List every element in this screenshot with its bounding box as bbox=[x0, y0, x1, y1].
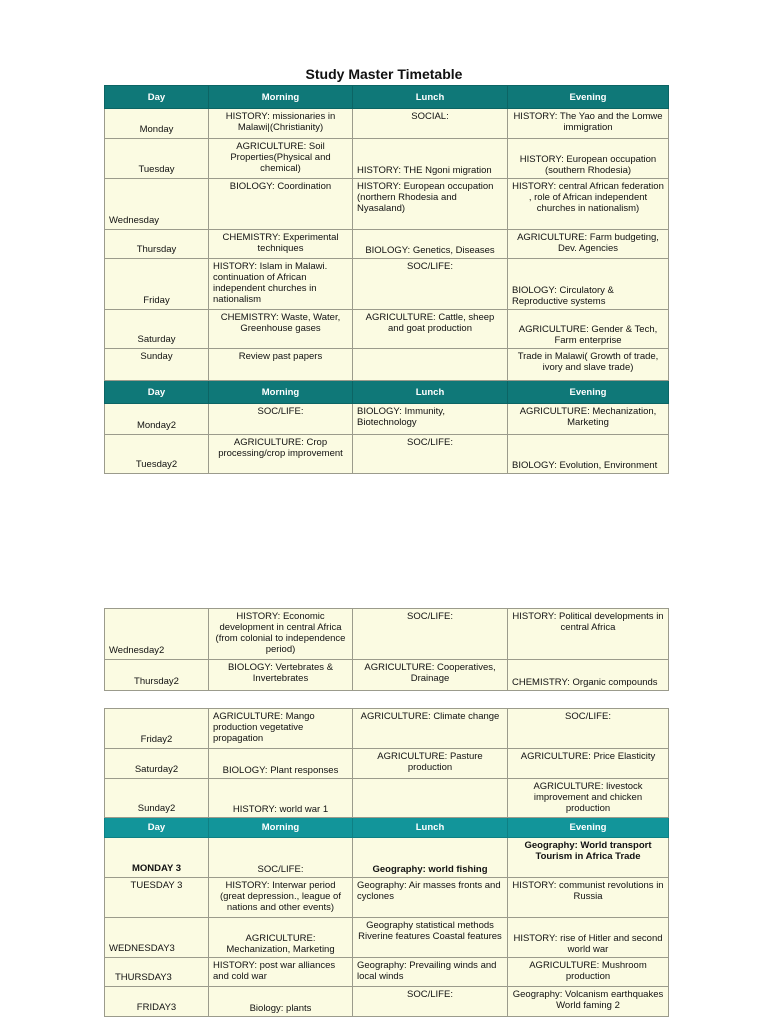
day-cell: Monday bbox=[105, 109, 209, 139]
morning-cell: HISTORY: missionaries in Malawi|(Christianity) bbox=[209, 109, 353, 139]
header-morning: Morning bbox=[209, 818, 353, 838]
table-row bbox=[105, 435, 669, 474]
day-cell: Monday2 bbox=[105, 404, 209, 435]
day-cell: Saturday bbox=[105, 310, 209, 349]
evening-cell: HISTORY: Political developments in central Africa bbox=[508, 609, 669, 660]
morning-cell: HISTORY: Economic development in central Africa (from colonial to independence period) bbox=[209, 609, 353, 660]
table-row bbox=[105, 139, 669, 179]
evening-cell: HISTORY: The Yao and the Lomwe immigration bbox=[508, 109, 669, 139]
header-day: Day bbox=[105, 381, 209, 404]
table-row bbox=[105, 878, 669, 918]
morning-cell: Review past papers bbox=[209, 349, 353, 381]
evening-cell: BIOLOGY: Evolution, Environment bbox=[508, 435, 669, 474]
day-cell: Sunday bbox=[105, 349, 209, 381]
evening-cell: SOC/LIFE: bbox=[508, 709, 669, 749]
table-row bbox=[105, 709, 669, 749]
day-cell: Thursday2 bbox=[105, 660, 209, 691]
table-row bbox=[105, 179, 669, 230]
evening-cell: BIOLOGY: Circulatory & Reproductive systems bbox=[508, 259, 669, 310]
page-title: Study Master Timetable bbox=[305, 66, 463, 82]
table-row bbox=[105, 779, 669, 818]
header-evening: Evening bbox=[508, 86, 669, 109]
lunch-cell: BIOLOGY: Immunity, Biotechnology bbox=[353, 404, 508, 435]
day-cell: WEDNESDAY3 bbox=[105, 918, 209, 958]
morning-cell: AGRICULTURE: Crop processing/crop improvement bbox=[209, 435, 353, 474]
day-cell: Saturday2 bbox=[105, 749, 209, 779]
table-row bbox=[105, 958, 669, 987]
evening-cell: AGRICULTURE: Farm budgeting, Dev. Agencies bbox=[508, 230, 669, 259]
table-row bbox=[105, 609, 669, 660]
table-row bbox=[105, 230, 669, 259]
lunch-cell: AGRICULTURE: Cooperatives, Drainage bbox=[353, 660, 508, 691]
morning-cell: CHEMISTRY: Waste, Water, Greenhouse gases bbox=[209, 310, 353, 349]
lunch-cell: AGRICULTURE: Cattle, sheep and goat production bbox=[353, 310, 508, 349]
evening-cell: HISTORY: rise of Hitler and second world war bbox=[508, 918, 669, 958]
header-day: Day bbox=[105, 86, 209, 109]
lunch-cell: AGRICULTURE: Climate change bbox=[353, 709, 508, 749]
lunch-cell: SOCIAL: bbox=[353, 109, 508, 139]
evening-cell: AGRICULTURE: Price Elasticity bbox=[508, 749, 669, 779]
day-cell: Wednesday bbox=[105, 179, 209, 230]
header-evening: Evening bbox=[508, 381, 669, 404]
table-row bbox=[105, 349, 669, 381]
lunch-cell: Geography: Prevailing winds and local winds bbox=[353, 958, 508, 987]
lunch-cell: Geography: world fishing bbox=[353, 838, 508, 878]
morning-cell: AGRICULTURE: Soil Properties(Physical and chemical) bbox=[209, 139, 353, 179]
table-row bbox=[105, 310, 669, 349]
day-cell: MONDAY 3 bbox=[105, 838, 209, 878]
lunch-cell: HISTORY: European occupation (northern Rhodesia and Nyasaland) bbox=[353, 179, 508, 230]
header-lunch: Lunch bbox=[353, 381, 508, 404]
day-cell: FRIDAY3 bbox=[105, 987, 209, 1017]
day-cell: Friday bbox=[105, 259, 209, 310]
evening-cell: CHEMISTRY: Organic compounds bbox=[508, 660, 669, 691]
morning-cell: SOC/LIFE: bbox=[209, 404, 353, 435]
lunch-cell: Geography statistical methods Riverine features Coastal features bbox=[353, 918, 508, 958]
morning-cell: HISTORY: Islam in Malawi. continuation of African independent churches in nationalism bbox=[209, 259, 353, 310]
evening-cell: AGRICULTURE: livestock improvement and chicken production bbox=[508, 779, 669, 818]
day-cell: Friday2 bbox=[105, 709, 209, 749]
table-row bbox=[105, 838, 669, 878]
header-lunch: Lunch bbox=[353, 86, 508, 109]
table-row bbox=[105, 109, 669, 139]
evening-cell: AGRICULTURE: Mushroom production bbox=[508, 958, 669, 987]
timetable-section-1 bbox=[104, 85, 669, 474]
morning-cell: Biology: plants bbox=[209, 987, 353, 1017]
morning-cell: HISTORY: world war 1 bbox=[209, 779, 353, 818]
morning-cell: BIOLOGY: Vertebrates & Invertebrates bbox=[209, 660, 353, 691]
table-row bbox=[105, 918, 669, 958]
evening-cell: Geography: World transport Tourism in Africa Trade bbox=[508, 838, 669, 878]
day-cell: Tuesday2 bbox=[105, 435, 209, 474]
table-row bbox=[105, 259, 669, 310]
lunch-cell: SOC/LIFE: bbox=[353, 609, 508, 660]
lunch-cell: Geography: Air masses fronts and cyclones bbox=[353, 878, 508, 918]
morning-cell: BIOLOGY: Plant responses bbox=[209, 749, 353, 779]
lunch-cell: SOC/LIFE: bbox=[353, 259, 508, 310]
evening-cell: HISTORY: European occupation (southern Rhodesia) bbox=[508, 139, 669, 179]
table-row bbox=[105, 660, 669, 691]
evening-cell: HISTORY: central African federation , role of African independent churches in nationalism) bbox=[508, 179, 669, 230]
header-day: Day bbox=[105, 818, 209, 838]
lunch-cell bbox=[353, 779, 508, 818]
table-row bbox=[105, 987, 669, 1017]
header-lunch: Lunch bbox=[353, 818, 508, 838]
day-cell: Thursday bbox=[105, 230, 209, 259]
lunch-cell: AGRICULTURE: Pasture production bbox=[353, 749, 508, 779]
morning-cell: HISTORY: post war alliances and cold war bbox=[209, 958, 353, 987]
lunch-cell: BIOLOGY: Genetics, Diseases bbox=[353, 230, 508, 259]
lunch-cell bbox=[353, 349, 508, 381]
morning-cell: HISTORY: Interwar period (great depression., league of nations and other events) bbox=[209, 878, 353, 918]
table-row bbox=[105, 404, 669, 435]
header-evening: Evening bbox=[508, 818, 669, 838]
evening-cell: HISTORY: communist revolutions in Russia bbox=[508, 878, 669, 918]
lunch-cell: SOC/LIFE: bbox=[353, 987, 508, 1017]
evening-cell: Geography: Volcanism earthquakes World faming 2 bbox=[508, 987, 669, 1017]
day-cell: TUESDAY 3 bbox=[105, 878, 209, 918]
header-morning: Morning bbox=[209, 381, 353, 404]
timetable-section-2 bbox=[104, 608, 669, 691]
morning-cell: CHEMISTRY: Experimental techniques bbox=[209, 230, 353, 259]
day-cell: Sunday2 bbox=[105, 779, 209, 818]
lunch-cell: SOC/LIFE: bbox=[353, 435, 508, 474]
evening-cell: AGRICULTURE: Gender & Tech, Farm enterprise bbox=[508, 310, 669, 349]
header-row bbox=[105, 381, 669, 404]
day-cell: Wednesday2 bbox=[105, 609, 209, 660]
morning-cell: AGRICULTURE: Mango production vegetative propagation bbox=[209, 709, 353, 749]
morning-cell: BIOLOGY: Coordination bbox=[209, 179, 353, 230]
evening-cell: AGRICULTURE: Mechanization, Marketing bbox=[508, 404, 669, 435]
header-row bbox=[105, 86, 669, 109]
day-cell: THURSDAY3 bbox=[105, 958, 209, 987]
table-row bbox=[105, 749, 669, 779]
evening-cell: Trade in Malawi( Growth of trade, ivory and slave trade) bbox=[508, 349, 669, 381]
header-morning: Morning bbox=[209, 86, 353, 109]
header-row bbox=[105, 818, 669, 838]
timetable-section-3 bbox=[104, 708, 669, 1017]
morning-cell: SOC/LIFE: bbox=[209, 838, 353, 878]
lunch-cell: HISTORY: THE Ngoni migration bbox=[353, 139, 508, 179]
morning-cell: AGRICULTURE: Mechanization, Marketing bbox=[209, 918, 353, 958]
day-cell: Tuesday bbox=[105, 139, 209, 179]
